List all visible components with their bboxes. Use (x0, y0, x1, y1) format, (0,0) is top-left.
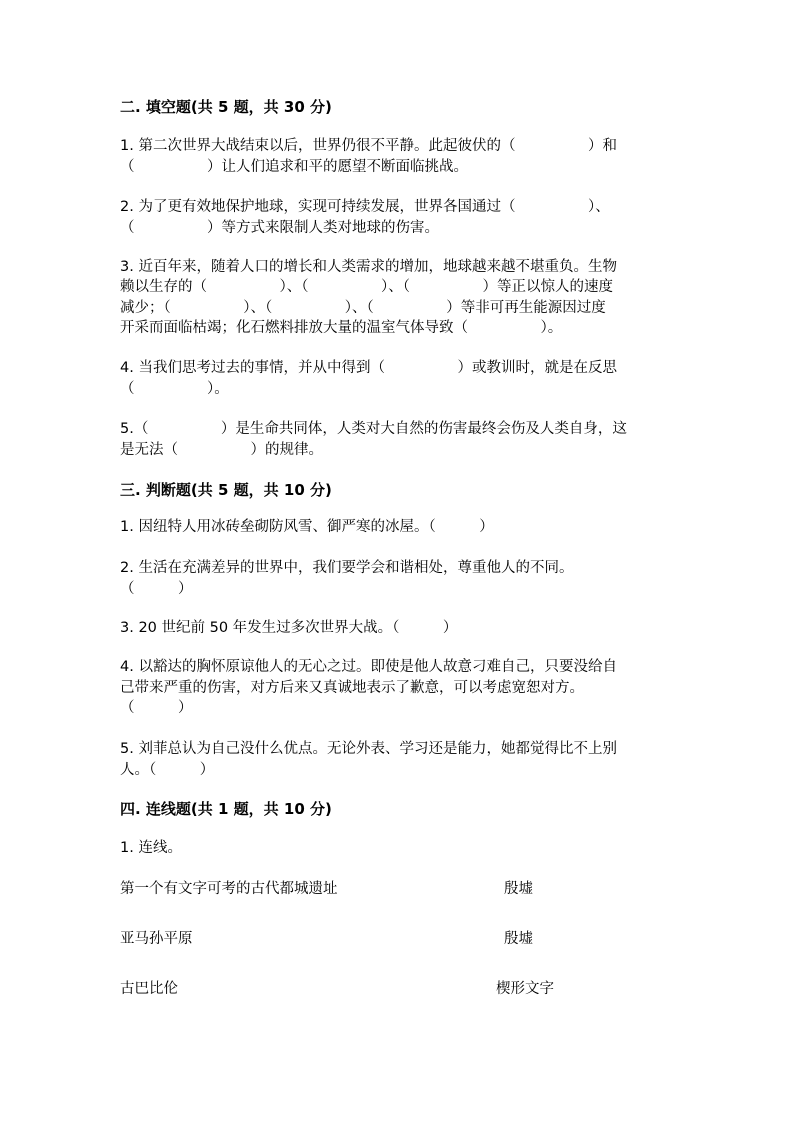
judge-q5-line2: 人。（ ） (120, 762, 215, 778)
fill-q2-line1: 2. 为了更有效地保护地球，实现可持续发展，世界各国通过（ ）、 (120, 199, 610, 215)
fill-q1-line2: （ ）让人们追求和平的愿望不断面临挑战。 (120, 159, 468, 175)
section-heading-fill: 二. 填空题(共 5 题，共 30 分) (120, 98, 332, 116)
match-left-item[interactable]: 亚马孙平原 (120, 931, 193, 947)
fill-q3-line2: 赖以生存的（ ）、（ ）、（ ）等正以惊人的速度 (120, 279, 613, 295)
match-left-item[interactable]: 第一个有文字可考的古代都城遗址 (120, 881, 338, 897)
match-right-item[interactable]: 楔形文字 (496, 981, 554, 997)
judge-q2-line1: 2. 生活在充满差异的世界中，我们要学会和谐相处，尊重他人的不同。 (120, 560, 574, 576)
fill-q3-line1: 3. 近百年来，随着人口的增长和人类需求的增加，地球越来越不堪重负。生物 (120, 259, 617, 275)
match-right-item[interactable]: 殷墟 (504, 931, 533, 947)
judge-q2-line2: （ ） (120, 581, 193, 597)
match-left-item[interactable]: 古巴比伦 (120, 981, 178, 997)
fill-q5-line2: 是无法（ ）的规律。 (120, 442, 323, 458)
fill-q2-line2: （ ）等方式来限制人类对地球的伤害。 (120, 220, 439, 236)
fill-q5-line1: 5.（ ）是生命共同体，人类对大自然的伤害最终会伤及人类自身，这 (120, 421, 627, 437)
match-right-item[interactable]: 殷墟 (504, 881, 533, 897)
fill-q3-line4: 开采而面临枯竭；化石燃料排放大量的温室气体导致（ ）。 (120, 320, 563, 336)
fill-q4-line1: 4. 当我们思考过去的事情，并从中得到（ ）或教训时，就是在反思 (120, 360, 617, 376)
section-heading-match: 四. 连线题(共 1 题，共 10 分) (120, 800, 332, 818)
match-q1-prompt: 1. 连线。 (120, 840, 182, 856)
section-heading-judge: 三. 判断题(共 5 题，共 10 分) (120, 481, 332, 499)
fill-q4-line2: （ ）。 (120, 381, 229, 397)
judge-q4-line3: （ ） (120, 700, 193, 716)
judge-q4-line2: 己带来严重的伤害，对方后来又真诚地表示了歉意，可以考虑宽恕对方。 (120, 680, 584, 696)
judge-q3-line1: 3. 20 世纪前 50 年发生过多次世界大战。（ ） (120, 620, 458, 636)
judge-q5-line1: 5. 刘菲总认为自己没什么优点。无论外表、学习还是能力，她都觉得比不上别 (120, 741, 617, 757)
judge-q4-line1: 4. 以豁达的胸怀原谅他人的无心之过。即使是他人故意刁难自己，只要没给自 (120, 659, 617, 675)
fill-q3-line3: 减少；（ ）、（ ）、（ ）等非可再生能源因过度 (120, 300, 606, 316)
judge-q1-line1: 1. 因纽特人用冰砖垒砌防风雪、御严寒的冰屋。（ ） (120, 519, 494, 535)
fill-q1-line1: 1. 第二次世界大战结束以后，世界仍很不平静。此起彼伏的（ ）和 (120, 138, 617, 154)
